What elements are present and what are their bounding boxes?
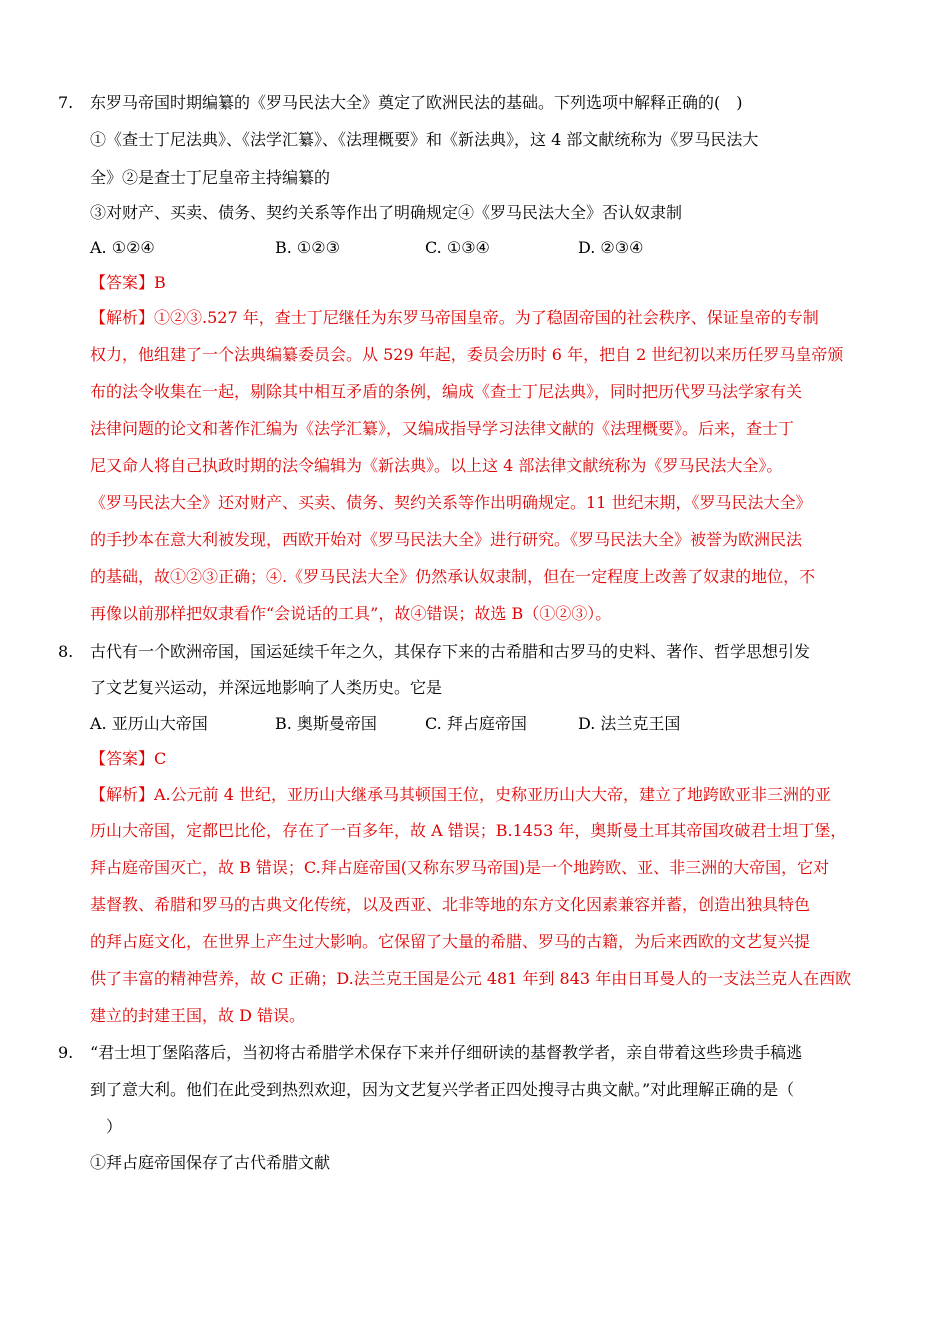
q8-answer: 【答案】C: [90, 749, 167, 768]
q7-analysis-line: 布的法令收集在一起，剔除其中相互矛盾的条例，编成《查士丁尼法典》，同时把历代罗马法学家有关: [90, 382, 803, 401]
q7-statement: ①《查士丁尼法典》、《法学汇纂》、《法理概要》和《新法典》，这 4 部文献统称为《罗马民法大: [90, 130, 759, 149]
q8-number: 8.: [58, 642, 74, 661]
q7-number: 7.: [58, 93, 74, 112]
q9-statement: ①拜占庭帝国保存了古代希腊文献: [90, 1153, 331, 1172]
q7-option-c: C. ①③④: [425, 238, 490, 257]
q7-answer: 【答案】B: [90, 273, 166, 292]
q7-analysis-line: 尼又命人将自己执政时期的法令编辑为《新法典》。以上这 4 部法律文献统称为《罗马民法大全》。: [90, 456, 783, 475]
q8-option-c: C. 拜占庭帝国: [425, 714, 527, 733]
q7-option-a: A. ①②④: [90, 238, 155, 257]
q8-analysis-line: 历山大帝国，定都巴比伦，存在了一百多年，故 A 错误；B.1453 年，奥斯曼土耳其帝国攻破君士坦丁堡，: [90, 821, 847, 840]
q8-stem: 了文艺复兴运动，并深远地影响了人类历史。它是: [90, 678, 443, 697]
q9-stem: “君士坦丁堡陷落后，当初将古希腊学术保存下来并仔细研读的基督教学者，亲自带着这些珍贵手稿逃: [90, 1043, 803, 1062]
q8-option-a: A. 亚历山大帝国: [90, 714, 208, 733]
q8-analysis-line: 拜占庭帝国灭亡，故 B 错误；C.拜占庭帝国(又称东罗马帝国)是一个地跨欧、亚、非三洲的大帝国，它对: [90, 858, 830, 877]
q7-analysis-line: 权力，他组建了一个法典编纂委员会。从 529 年起，委员会历时 6 年，把自 2 世纪初以来历任罗马皇帝颁: [90, 345, 844, 364]
q8-analysis-line: 的拜占庭文化，在世界上产生过大影响。它保留了大量的希腊、罗马的古籍，为后来西欧的文艺复兴提: [90, 932, 811, 951]
q9-number: 9.: [58, 1043, 74, 1062]
q7-statement: ③对财产、买卖、债务、契约关系等作出了明确规定④《罗马民法大全》否认奴隶制: [90, 203, 683, 222]
q8-stem: 古代有一个欧洲帝国，国运延续千年之久，其保存下来的古希腊和古罗马的史料、著作、哲学思想引发: [90, 642, 811, 661]
q7-stem: 东罗马帝国时期编纂的《罗马民法大全》奠定了欧洲民法的基础。下列选项中解释正确的( ): [90, 93, 743, 112]
q7-analysis-line: 《罗马民法大全》还对财产、买卖、债务、契约关系等作出明确规定。11 世纪末期，《罗马民法大全》: [90, 493, 812, 512]
q8-analysis-line: 建立的封建王国，故 D 错误。: [90, 1006, 306, 1025]
q8-option-d: D. 法兰克王国: [578, 714, 681, 733]
q7-option-d: D. ②③④: [578, 238, 644, 257]
q7-analysis-line: 再像以前那样把奴隶看作“会说话的工具”，故④错误；故选 B（①②③）。: [90, 604, 612, 623]
q9-stem: 到了意大利。他们在此受到热烈欢迎，因为文艺复兴学者正四处搜寻古典文献。”对此理解正确的是（: [90, 1080, 795, 1099]
q7-analysis-line: 的基础，故①②③正确；④.《罗马民法大全》仍然承认奴隶制，但在一定程度上改善了奴隶的地位，不: [90, 567, 816, 586]
q7-statement: 全》②是查士丁尼皇帝主持编纂的: [90, 168, 331, 187]
q8-option-b: B. 奥斯曼帝国: [275, 714, 377, 733]
q7-analysis-line: 【解析】①②③.527 年，查士丁尼继任为东罗马帝国皇帝。为了稳固帝国的社会秩序、保证皇帝的专制: [90, 308, 819, 327]
q7-analysis-line: 法律问题的论文和著作汇编为《法学汇纂》，又编成指导学习法律文献的《法理概要》。后来，查士丁: [90, 419, 795, 438]
q7-option-b: B. ①②③: [275, 238, 340, 257]
q8-analysis-line: 供了丰富的精神营养，故 C 正确；D.法兰克王国是公元 481 年到 843 年由日耳曼人的一支法兰克人在西欧: [90, 969, 852, 988]
q9-stem: ）: [90, 1117, 123, 1136]
q8-analysis-line: 【解析】A.公元前 4 世纪，亚历山大继承马其顿国王位，史称亚历山大大帝，建立了地跨欧亚非三洲的亚: [90, 785, 831, 804]
q7-analysis-line: 的手抄本在意大利被发现，西欧开始对《罗马民法大全》进行研究。《罗马民法大全》被誉为欧洲民法: [90, 530, 803, 549]
q8-analysis-line: 基督教、希腊和罗马的古典文化传统，以及西亚、北非等地的东方文化因素兼容并蓄，创造出独具特色: [90, 895, 811, 914]
